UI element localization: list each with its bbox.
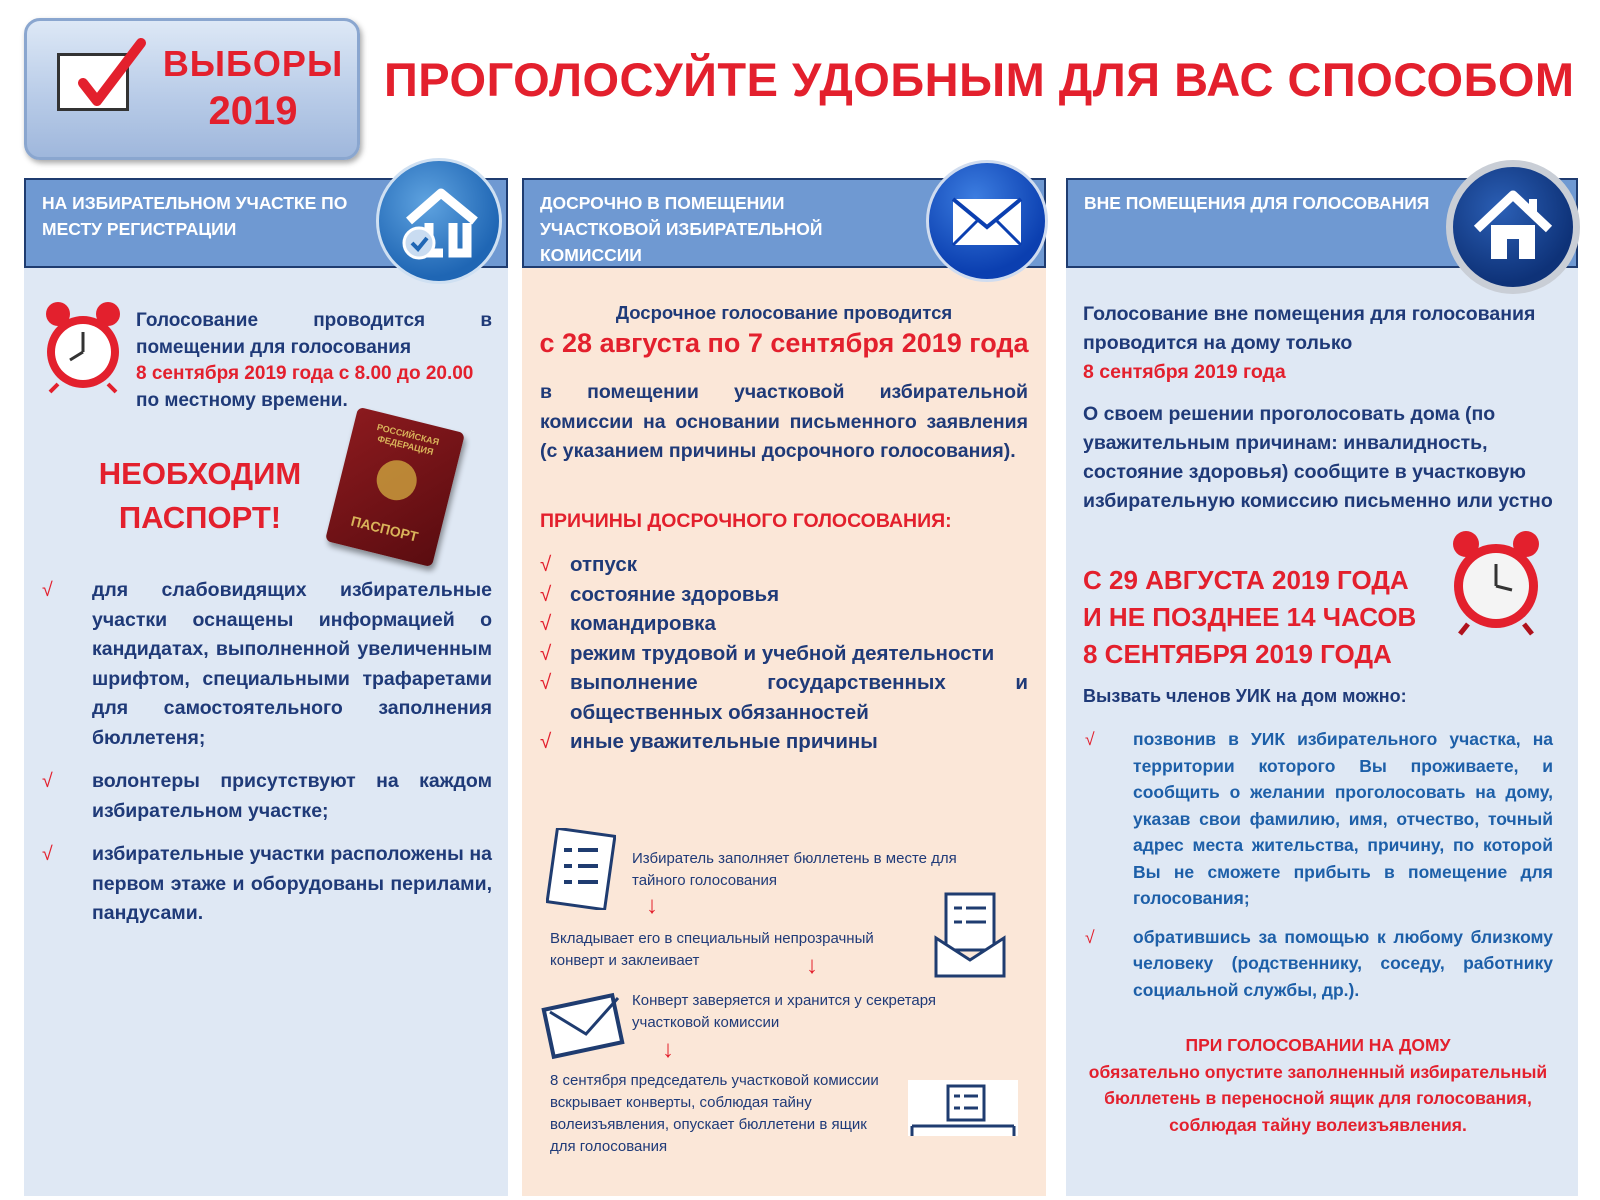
voting-date: 8 сентября 2019 года с 8.00 до 20.00 bbox=[136, 363, 474, 384]
reasons-list bbox=[540, 550, 1028, 757]
reminder-title: ПРИ ГОЛОСОВАНИИ НА ДОМУ bbox=[1185, 1035, 1451, 1055]
home-voting-text bbox=[1083, 300, 1553, 387]
passport-country: РОССИЙСКАЯ ФЕДЕРАЦИЯ bbox=[375, 422, 441, 458]
list-item-text: избирательные участки расположены на первом этаже и оборудованы перилами, пандусами. bbox=[92, 843, 492, 924]
deadline-line1: С 29 АВГУСТА 2019 ГОДА bbox=[1083, 565, 1409, 595]
check-mark-icon: √ bbox=[1085, 729, 1095, 749]
header-label: НА ИЗБИРАТЕЛЬНОМ УЧАСТКЕ ПО МЕСТУ РЕГИСТРАЦИИ bbox=[42, 193, 348, 239]
check-mark-icon: √ bbox=[540, 730, 552, 753]
list-item bbox=[540, 550, 1028, 580]
list-item-text: обратившись за помощью к любому близкому человеку (родственнику, соседу, работнику социальной службы, др.). bbox=[1133, 926, 1553, 1000]
early-voting-text: в помещении участковой избирательной комиссии на основании письменного заявления (с указанием причины досрочного голосования). bbox=[540, 381, 1028, 462]
list-item-text: волонтеры присутствуют на каждом избирательном участке; bbox=[92, 770, 492, 822]
home-icon bbox=[1446, 160, 1580, 294]
step-1-text: Избиратель заполняет бюллетень в месте для тайного голосования bbox=[632, 850, 957, 889]
arrow-down-icon: ↓ bbox=[646, 892, 658, 919]
list-item bbox=[540, 609, 1028, 639]
logo-year: 2019 bbox=[208, 89, 298, 133]
list-item bbox=[1083, 924, 1553, 1004]
check-mark-icon: √ bbox=[540, 553, 552, 576]
list-item bbox=[40, 767, 492, 826]
check-mark-icon: √ bbox=[540, 582, 552, 606]
step-2-text: Вкладывает его в специальный непрозрачный конверт и заклеивает bbox=[550, 930, 874, 969]
passport-required-line2: ПАСПОРТ! bbox=[118, 500, 282, 535]
deadline-line3: 8 СЕНТЯБРЯ 2019 ГОДА bbox=[1083, 639, 1392, 669]
list-item-text: позвонив в УИК избирательного участка, на территории которого Вы проживаете, и сообщить о желании проголосовать на дому, указав свои фамилию, имя, отчество, точный адрес места жительства, причину, по которой Вы не сможете прибыть в помещение для голосования; bbox=[1133, 729, 1553, 908]
check-mark-icon: √ bbox=[42, 843, 53, 865]
ballot-box-slot-icon bbox=[908, 1080, 1018, 1136]
passport-required-line1: НЕОБХОДИМ bbox=[98, 456, 302, 491]
step-4-text: 8 сентября председатель участковой комиссии вскрывает конверты, соблюдая тайну волеизъявления, опускает бюллетени в ящик для голосования bbox=[550, 1072, 879, 1155]
arrow-down-icon: ↓ bbox=[662, 1036, 674, 1063]
checkmark-icon bbox=[53, 31, 153, 121]
voting-time-intro: Голосование проводится в помещении для голосования bbox=[136, 310, 492, 358]
list-item-text: иные уважительные причины bbox=[570, 730, 878, 753]
header-label: ВНЕ ПОМЕЩЕНИЯ ДЛЯ ГОЛОСОВАНИЯ bbox=[1084, 193, 1430, 213]
alarm-clock-icon bbox=[40, 300, 126, 394]
list-item bbox=[40, 576, 492, 753]
list-item-text: режим трудовой и учебной деятельности bbox=[570, 641, 995, 665]
accessibility-list bbox=[40, 576, 492, 943]
reasons-title: ПРИЧИНЫ ДОСРОЧНОГО ГОЛОСОВАНИЯ: bbox=[540, 510, 952, 532]
deadline-line2: И НЕ ПОЗДНЕЕ 14 ЧАСОВ bbox=[1083, 602, 1417, 632]
alarm-clock-icon bbox=[1446, 528, 1546, 638]
envelope-icon bbox=[926, 160, 1048, 282]
list-item bbox=[40, 840, 492, 929]
step-3-text: Конверт заверяется и хранится у секретаря участковой комиссии bbox=[632, 992, 937, 1031]
check-mark-icon: √ bbox=[42, 579, 53, 601]
passport-word: ПАСПОРТ bbox=[349, 512, 420, 545]
list-item-text: состояние здоровья bbox=[570, 582, 780, 606]
call-commission-text: Вызвать членов УИК на дом можно: bbox=[1083, 686, 1407, 706]
list-item-text: командировка bbox=[570, 612, 716, 635]
elections-logo bbox=[24, 18, 360, 160]
header-label: ДОСРОЧНО В ПОМЕЩЕНИИ УЧАСТКОВОЙ ИЗБИРАТЕЛЬНОЙ КОМИССИИ bbox=[540, 193, 823, 265]
list-item bbox=[540, 727, 1028, 757]
early-voting-intro: Досрочное голосование проводится bbox=[615, 302, 953, 323]
coat-of-arms-icon bbox=[372, 456, 420, 504]
house-check-icon bbox=[376, 158, 502, 284]
home-voting-intro: Голосование вне помещения для голосования проводится на дому только bbox=[1083, 303, 1536, 354]
request-deadline bbox=[1083, 562, 1443, 673]
home-voting-options bbox=[1083, 726, 1553, 1015]
home-voting-request-text: О своем решении проголосовать дома (по уважительным причинам: инвалидность, состояние здоровья) сообщите в участковую избирательную комиссию письменно или устно bbox=[1083, 403, 1553, 512]
envelope-icon bbox=[540, 990, 626, 1060]
list-item-text: выполнение государственных и общественных обязанностей bbox=[570, 671, 1028, 724]
list-item bbox=[540, 668, 1028, 727]
arrow-down-icon: ↓ bbox=[806, 952, 818, 979]
voting-time-text bbox=[136, 308, 492, 414]
check-mark-icon: √ bbox=[540, 671, 552, 694]
ballot-icon bbox=[546, 828, 616, 910]
check-mark-icon: √ bbox=[540, 612, 552, 635]
check-mark-icon: √ bbox=[1085, 926, 1095, 947]
passport-required bbox=[80, 452, 320, 540]
list-item bbox=[540, 639, 1028, 669]
page-title: ПРОГОЛОСУЙТЕ УДОБНЫМ ДЛЯ ВАС СПОСОБОМ bbox=[384, 53, 1575, 106]
check-mark-icon: √ bbox=[540, 641, 552, 665]
list-item-text: для слабовидящих избирательные участки оснащены информацией о кандидатах, выполненной увеличенным шрифтом, специальными трафаретами для самостоятельного заполнения бюллетеня; bbox=[92, 579, 492, 749]
list-item bbox=[540, 580, 1028, 610]
early-voting-dates: с 28 августа по 7 сентября 2019 года bbox=[539, 328, 1029, 358]
ballot-envelope-icon bbox=[932, 890, 1008, 980]
list-item-text: отпуск bbox=[570, 553, 637, 576]
reminder-text: обязательно опустите заполненный избирательный бюллетень в переносной ящик для голосования, соблюдая тайну волеизъявления. bbox=[1088, 1061, 1548, 1135]
home-voting-reminder bbox=[1083, 1032, 1553, 1138]
home-voting-date: 8 сентября 2019 года bbox=[1083, 361, 1286, 383]
check-mark-icon: √ bbox=[42, 770, 53, 792]
logo-title: ВЫБОРЫ bbox=[162, 43, 344, 84]
voting-time-note: по местному времени. bbox=[136, 389, 348, 411]
list-item bbox=[1083, 726, 1553, 912]
